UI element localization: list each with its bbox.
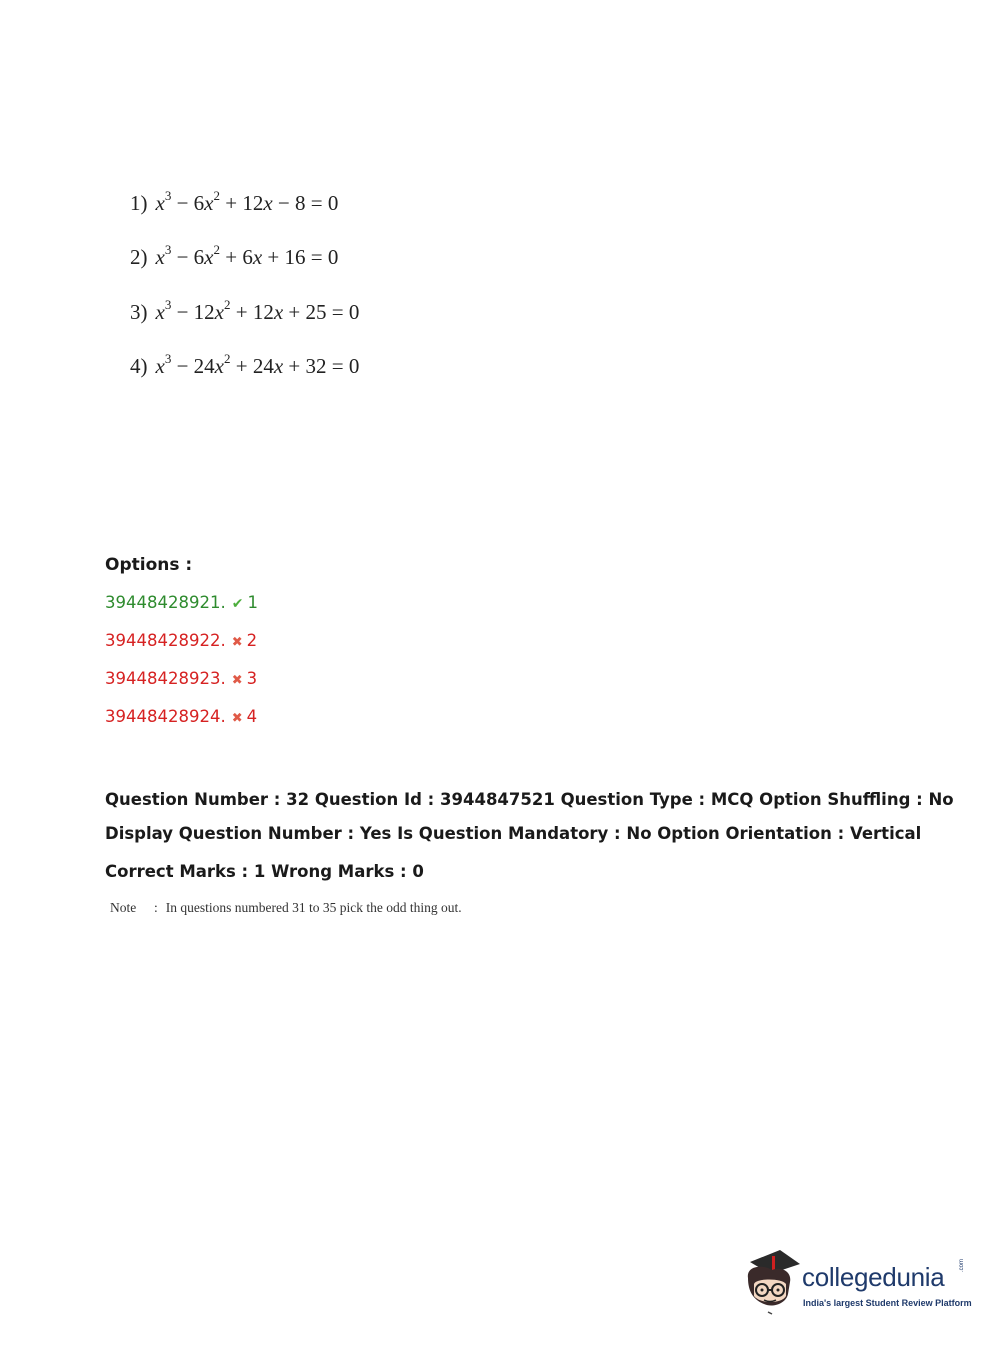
cross-icon: ✖ [231,673,243,688]
option-id: 39448428923. [105,669,226,688]
constant: 32 [305,354,327,378]
constant: 25 [305,300,327,324]
coef-b: 6 [242,245,253,269]
choice-4: 4) $x^3 - 24x^2 + 24x + 32 = 0$ [130,351,360,378]
coef-a: 24 [193,354,215,378]
choice-2: 2) $x^3 - 6x^2 + 6x + 16 = 0$ [130,242,339,269]
choice-number: 4) [130,354,148,378]
mascot-icon [742,1248,802,1318]
check-icon: ✔ [231,596,244,612]
coef-a: 6 [193,191,205,215]
option-value: 2 [246,631,258,650]
cross-icon: ✖ [231,711,243,726]
question-note [110,900,462,916]
option-value: 3 [246,669,258,688]
option-id: 39448428921. [105,593,226,612]
coef-b: 12 [242,191,264,215]
option-row-3 [105,669,257,688]
choice-3: 3) $x^3 - 12x^2 + 12x + 25 = 0$ [130,297,360,324]
note-colon: : [154,900,158,915]
coef-a: 6 [193,245,205,269]
collegedunia-logo [742,1248,972,1318]
option-id: 39448428922. [105,631,226,650]
options-title: Options : [105,555,193,575]
question-meta-line-2: Display Question Number : Yes Is Question Mandatory : No Option Orientation : Vertical [105,824,922,843]
note-text: In questions numbered 31 to 35 pick the odd thing out. [165,900,462,915]
option-row-4 [105,707,257,726]
constant: 16 [284,245,306,269]
constant: 8 [295,191,306,215]
option-row-1 [105,593,258,612]
note-label: Note [110,900,137,915]
question-meta-line-3: Correct Marks : 1 Wrong Marks : 0 [105,862,424,881]
option-id: 39448428924. [105,707,226,726]
option-value: 4 [246,707,258,726]
coef-b: 24 [252,354,274,378]
choice-number: 1) [130,191,148,215]
choice-number: 3) [130,300,148,324]
option-value: 1 [247,593,258,612]
coef-a: 12 [193,300,215,324]
question-meta-line-1: Question Number : 32 Question Id : 3944847521 Question Type : MCQ Option Shuffling : No [105,790,954,809]
choice-number: 2) [130,245,148,269]
operator: + [288,354,301,378]
coef-b: 12 [252,300,274,324]
brand-tagline: India's largest Student Review Platform [803,1298,972,1308]
cross-icon: ✖ [231,635,243,650]
option-row-2 [105,631,257,650]
operator: + [267,245,280,269]
operator: − [277,191,290,215]
choice-1: 1) $x^3 - 6x^2 + 12x - 8 = 0$ [130,188,339,215]
brand-dotcom: .com [959,1258,965,1272]
brand-name: collegedunia [802,1262,945,1292]
operator: + [288,300,301,324]
